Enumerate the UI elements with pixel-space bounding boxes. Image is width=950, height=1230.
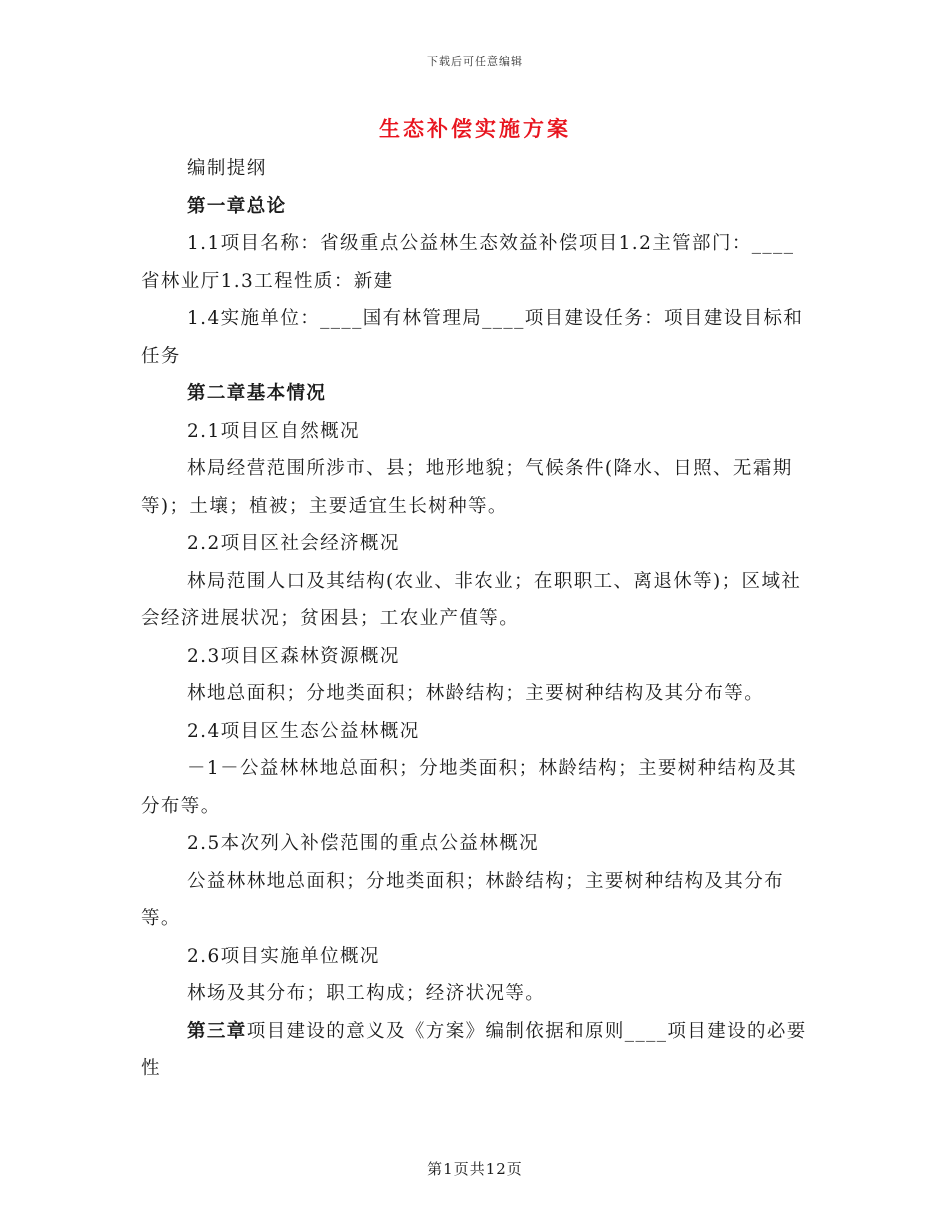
section-heading: 2.5本次列入补偿范围的重点公益林概况 — [187, 833, 540, 854]
section-heading: 2.1项目区自然概况 — [187, 420, 360, 442]
paragraph: 林场及其分布；职工构成；经济状况等。 — [187, 983, 546, 1004]
section-heading: 2.2项目区社会经济概况 — [187, 533, 400, 554]
page-header: 下载后可任意编辑 — [427, 55, 523, 68]
document-title: 生态补偿实施方案 — [379, 116, 571, 141]
page-footer: 第1页共12页 — [427, 1160, 523, 1178]
chapter-heading-inline: 第三章 — [187, 1020, 247, 1042]
paragraph: 1.4实施单位：____国有林管理局____项目建设任务：项目建设目标和任务 — [141, 308, 804, 367]
paragraph: 林地总面积；分地类面积；林龄结构；主要树种结构及其分布等。 — [187, 683, 765, 704]
chapter-three-text: 项目建设的意义及《方案》编制依据和原则____项目建设的必要性 — [141, 1020, 807, 1079]
paragraph: －1－公益林林地总面积；分地类面积；林龄结构；主要树种结构及其分布等。 — [141, 758, 798, 817]
section-heading: 2.4项目区生态公益林概况 — [187, 720, 420, 742]
chapter-three-paragraph — [141, 1013, 811, 1088]
paragraph: 公益林林地总面积；分地类面积；林龄结构；主要树种结构及其分布等。 — [141, 870, 785, 929]
paragraph: 林局经营范围所涉市、县；地形地貌；气候条件(降水、日照、无霜期等)；土壤；植被；主要适宜生长树种等。 — [141, 458, 793, 517]
section-heading: 2.6项目实施单位概况 — [187, 945, 380, 967]
paragraph: 林局范围人口及其结构(农业、非农业；在职职工、离退休等)；区域社会经济进展状况；贫困县；工农业产值等。 — [141, 570, 802, 629]
paragraph: 编制提纲 — [187, 158, 267, 179]
document-body — [141, 150, 811, 1088]
chapter-heading: 第一章总论 — [187, 195, 287, 217]
paragraph: 1.1项目名称：省级重点公益林生态效益补偿项目1.2主管部门：____省林业厅1.3工程性质：新建 — [141, 233, 795, 292]
section-heading: 2.3项目区森林资源概况 — [187, 645, 400, 667]
chapter-heading: 第二章基本情况 — [187, 383, 327, 404]
